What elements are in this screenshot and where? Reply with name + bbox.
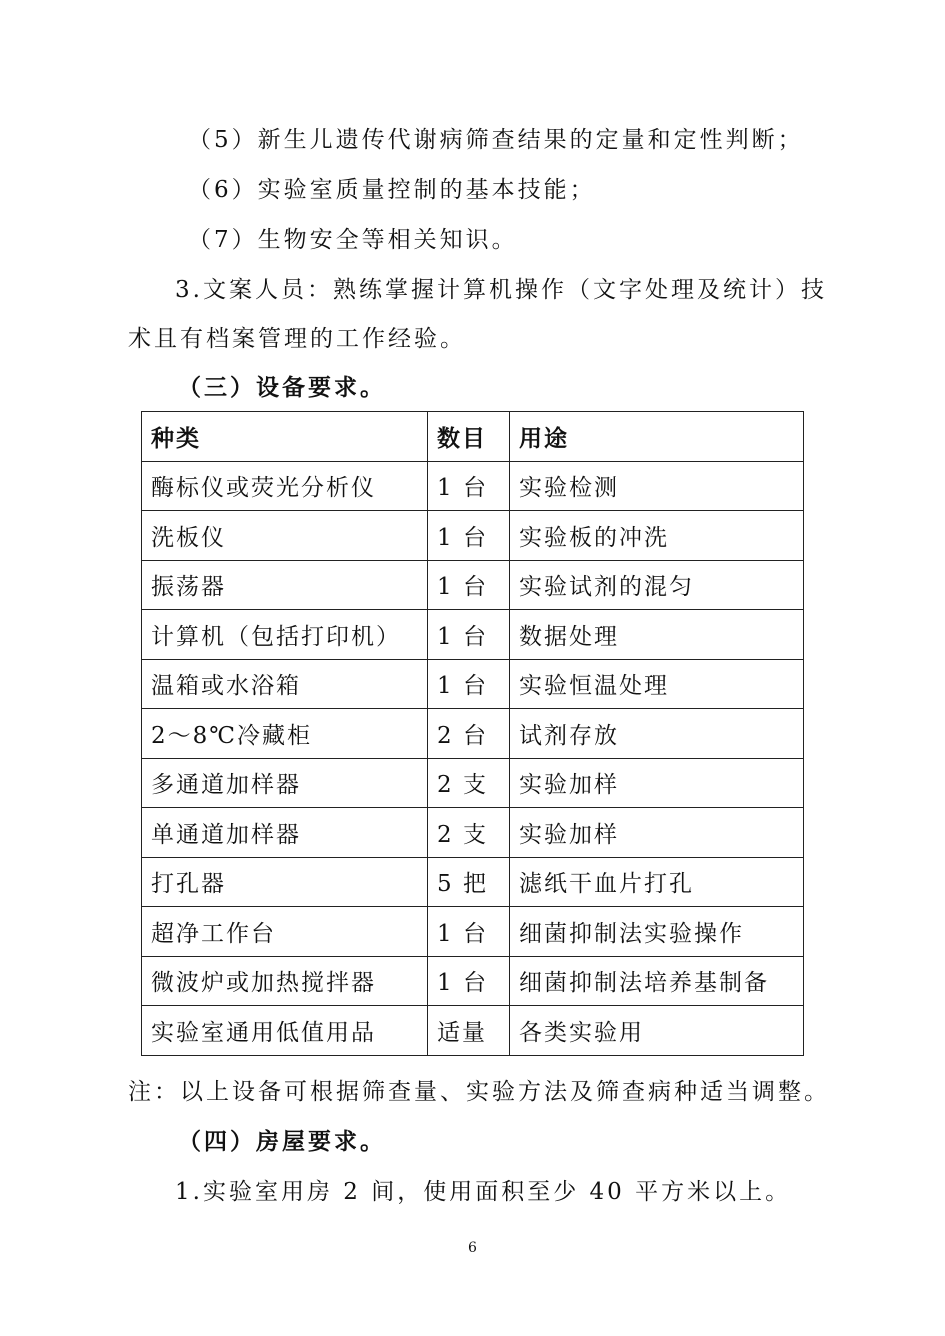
cell-type: 多通道加样器 bbox=[142, 758, 428, 808]
cell-purpose: 实验试剂的混匀 bbox=[510, 560, 804, 610]
cell-type: 单通道加样器 bbox=[142, 808, 428, 858]
page-number: 6 bbox=[468, 1240, 477, 1256]
header-type: 种类 bbox=[142, 412, 428, 462]
cell-quantity: 1 台 bbox=[428, 907, 510, 957]
cell-quantity: 2 台 bbox=[428, 709, 510, 759]
cell-type: 温箱或水浴箱 bbox=[142, 659, 428, 709]
table-row bbox=[142, 808, 804, 858]
cell-quantity: 适量 bbox=[428, 1006, 510, 1056]
cell-purpose: 细菌抑制法培养基制备 bbox=[510, 956, 804, 1006]
table-row bbox=[142, 956, 804, 1006]
clerk-requirement-line1: 3.文案人员：熟练掌握计算机操作（文字处理及统计）技 bbox=[175, 277, 827, 303]
cell-type: 微波炉或加热搅拌器 bbox=[142, 956, 428, 1006]
cell-type: 打孔器 bbox=[142, 857, 428, 907]
cell-quantity: 2 支 bbox=[428, 808, 510, 858]
table-row bbox=[142, 758, 804, 808]
cell-quantity: 1 台 bbox=[428, 461, 510, 511]
cell-purpose: 实验检测 bbox=[510, 461, 804, 511]
cell-quantity: 1 台 bbox=[428, 560, 510, 610]
cell-type: 酶标仪或荧光分析仪 bbox=[142, 461, 428, 511]
cell-quantity: 1 台 bbox=[428, 511, 510, 561]
cell-type: 2～8℃冷藏柜 bbox=[142, 709, 428, 759]
section-heading-housing: （四）房屋要求。 bbox=[178, 1128, 386, 1155]
table-row bbox=[142, 560, 804, 610]
cell-purpose: 细菌抑制法实验操作 bbox=[510, 907, 804, 957]
cell-quantity: 5 把 bbox=[428, 857, 510, 907]
table-row bbox=[142, 511, 804, 561]
cell-quantity: 2 支 bbox=[428, 758, 510, 808]
cell-purpose: 各类实验用 bbox=[510, 1006, 804, 1056]
list-item-6: （6）实验室质量控制的基本技能； bbox=[188, 177, 596, 203]
cell-quantity: 1 台 bbox=[428, 659, 510, 709]
cell-purpose: 实验板的冲洗 bbox=[510, 511, 804, 561]
list-item-7: （7）生物安全等相关知识。 bbox=[188, 227, 518, 253]
cell-purpose: 实验加样 bbox=[510, 808, 804, 858]
table-row bbox=[142, 857, 804, 907]
cell-type: 实验室通用低值用品 bbox=[142, 1006, 428, 1056]
cell-purpose: 实验恒温处理 bbox=[510, 659, 804, 709]
cell-type: 计算机（包括打印机） bbox=[142, 610, 428, 660]
equipment-table bbox=[141, 411, 804, 1056]
clerk-requirement-line2: 术且有档案管理的工作经验。 bbox=[128, 326, 466, 352]
section-heading-equipment: （三）设备要求。 bbox=[178, 374, 386, 401]
cell-purpose: 实验加样 bbox=[510, 758, 804, 808]
table-row bbox=[142, 907, 804, 957]
cell-quantity: 1 台 bbox=[428, 956, 510, 1006]
table-row bbox=[142, 610, 804, 660]
table-row bbox=[142, 659, 804, 709]
header-purpose: 用途 bbox=[510, 412, 804, 462]
cell-type: 振荡器 bbox=[142, 560, 428, 610]
table-header-row bbox=[142, 412, 804, 462]
cell-type: 洗板仪 bbox=[142, 511, 428, 561]
list-item-5: （5）新生儿遗传代谢病筛查结果的定量和定性判断； bbox=[188, 127, 804, 153]
housing-item-1: 1.实验室用房 2 间，使用面积至少 40 平方米以上。 bbox=[175, 1179, 792, 1205]
cell-purpose: 试剂存放 bbox=[510, 709, 804, 759]
cell-purpose: 滤纸干血片打孔 bbox=[510, 857, 804, 907]
header-quantity: 数目 bbox=[428, 412, 510, 462]
cell-purpose: 数据处理 bbox=[510, 610, 804, 660]
table-row bbox=[142, 709, 804, 759]
table-row bbox=[142, 1006, 804, 1056]
cell-quantity: 1 台 bbox=[428, 610, 510, 660]
table-note: 注：以上设备可根据筛查量、实验方法及筛查病种适当调整。 bbox=[128, 1079, 830, 1105]
table-row bbox=[142, 461, 804, 511]
cell-type: 超净工作台 bbox=[142, 907, 428, 957]
